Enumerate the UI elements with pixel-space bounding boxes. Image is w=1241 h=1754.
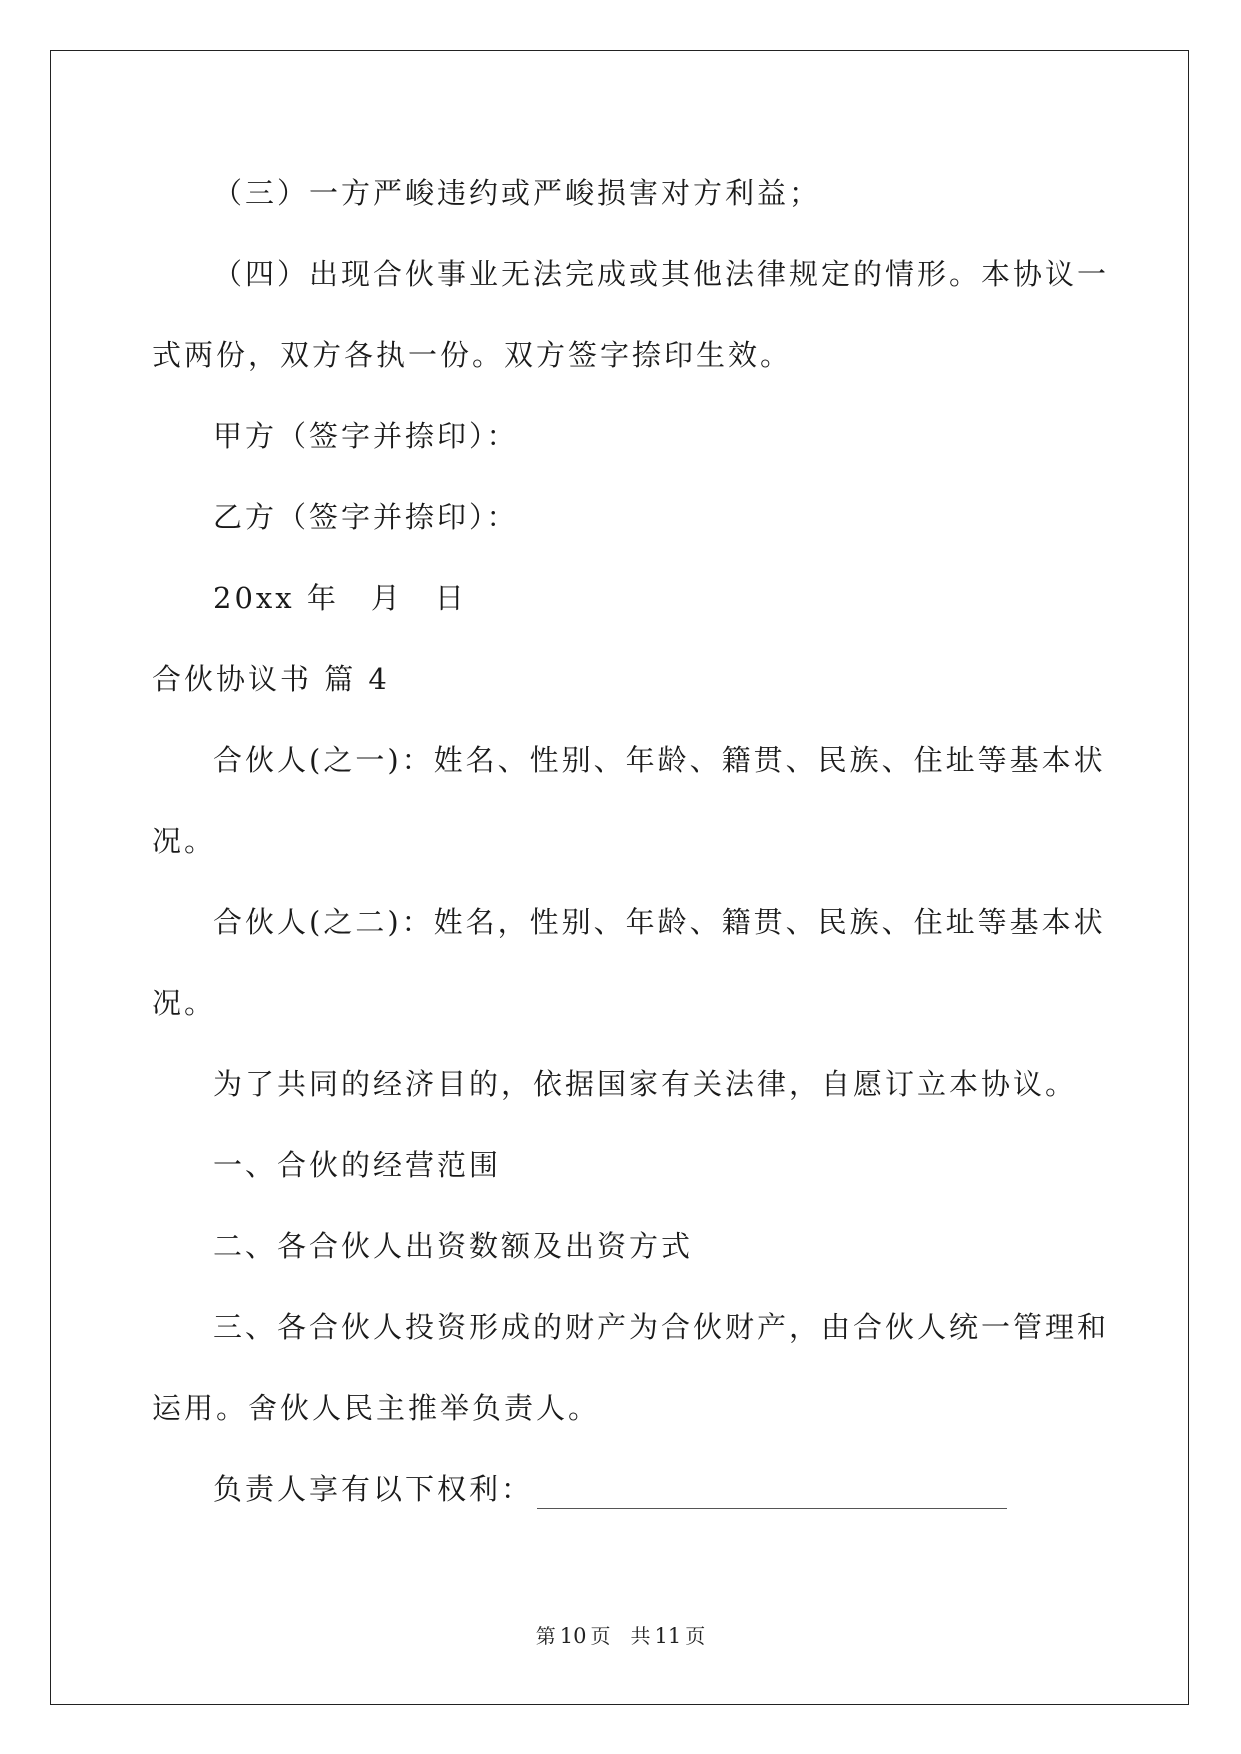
party-b-signature: 乙方（签字并捺印）： <box>213 500 519 534</box>
responsible-rights-label: 负责人享有以下权利： <box>213 1472 534 1506</box>
footer-page-suffix: 页 <box>685 1624 706 1648</box>
footer-page-prefix: 第 <box>535 1624 556 1648</box>
fill-in-blank-line <box>537 1478 1007 1509</box>
article-two: 二、各合伙人出资数额及出资方式 <box>213 1229 694 1263</box>
partner-one-line-2: 况。 <box>152 824 217 858</box>
clause-four-line-2: 式两份，双方各执一份。双方签字捺印生效。 <box>152 338 793 372</box>
clause-four-line-1: （四）出现合伙事业无法完成或其他法律规定的情形。本协议一 <box>213 257 1110 291</box>
partner-two-line-1: 合伙人(之二)：姓名，性别、年龄、籍贯、民族、住址等基本状 <box>213 905 1106 939</box>
partner-one-line-1: 合伙人(之一)：姓名、性别、年龄、籍贯、民族、住址等基本状 <box>213 743 1106 777</box>
page-border <box>50 50 1189 1705</box>
footer-current-page: 10 <box>559 1624 587 1648</box>
page-number-footer <box>0 1622 1241 1650</box>
section-heading: 合伙协议书 篇 4 <box>152 662 390 696</box>
footer-page-mid: 页 共 <box>590 1624 651 1648</box>
article-three-line-2: 运用。舍伙人民主推举负责人。 <box>152 1391 601 1425</box>
party-a-signature: 甲方（签字并捺印）： <box>213 419 519 453</box>
article-one: 一、合伙的经营范围 <box>213 1148 502 1182</box>
responsible-rights-line <box>213 1469 1007 1509</box>
purpose-statement: 为了共同的经济目的，依据国家有关法律，自愿订立本协议。 <box>213 1067 1078 1101</box>
clause-three-line: （三）一方严峻违约或严峻损害对方利益； <box>213 176 822 210</box>
article-three-line-1: 三、各合伙人投资形成的财产为合伙财产，由合伙人统一管理和 <box>213 1310 1110 1344</box>
signing-date: 20xx 年 月 日 <box>213 581 467 615</box>
footer-total-pages: 11 <box>654 1624 682 1648</box>
partner-two-line-2: 况。 <box>152 986 217 1020</box>
